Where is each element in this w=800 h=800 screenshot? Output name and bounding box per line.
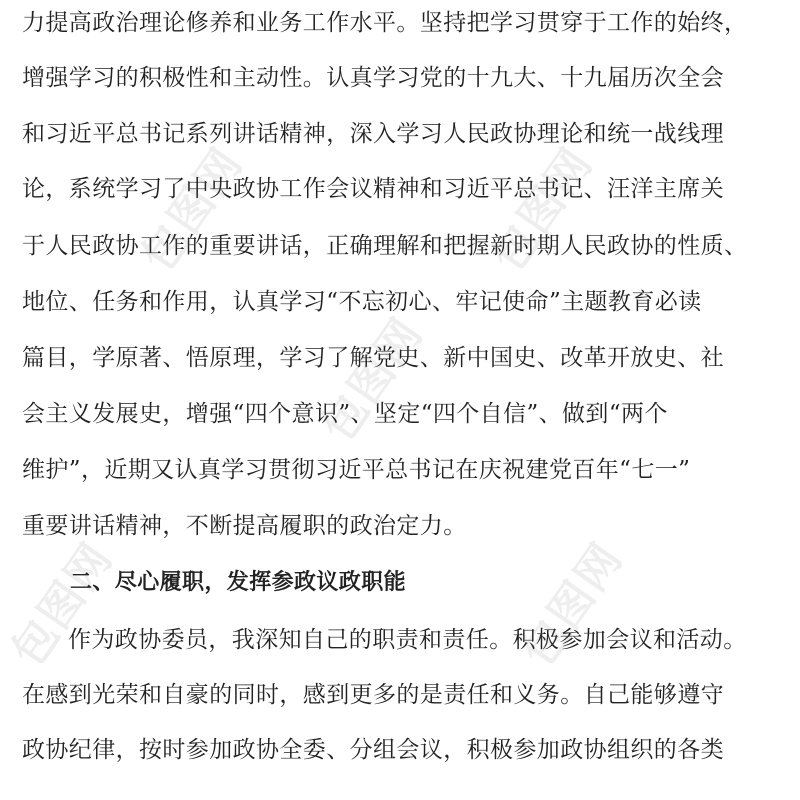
watermark-text: 包图网 [512,533,634,676]
paragraph-line: 论，系统学习了中央政协工作会议精神和习近平总书记、汪洋主席关 [22,176,724,202]
watermark-text: 包图网 [482,138,604,281]
paragraph-line: 于人民政协工作的重要讲话，正确理解和把握新时期人民政协的性质、 [22,233,748,259]
watermark-text: 包图网 [132,138,254,281]
watermark-text: 包图网 [312,308,434,451]
paragraph-line: 力提高政治理论修养和业务工作水平。坚持把学习贯穿于工作的始终， [22,10,748,36]
section-heading: 二、尽心履职，发挥参政议政职能 [70,570,407,595]
paragraph-line: 篇目，学原著、悟原理，学习了解党史、新中国史、改革开放史、社 [22,345,724,371]
paragraph-line: 维护”，近期又认真学习贯彻习近平总书记在庆祝建党百年“七一” [22,457,691,483]
paragraph-line: 增强学习的积极性和主动性。认真学习党的十九大、十九届历次全会 [22,65,724,91]
paragraph-line: 和习近平总书记系列讲话精神，深入学习人民政协理论和统一战线理 [22,121,724,147]
paragraph-line: 作为政协委员，我深知自己的职责和责任。积极参加会议和活动。 [68,627,747,653]
paragraph-line: 会主义发展史，增强“四个意识”、坚定“四个自信”、做到“两个 [22,401,668,427]
watermark-text: 包图网 [2,533,124,676]
paragraph-line: 地位、任务和作用，认真学习“不忘初心、牢记使命”主题教育必读 [22,289,702,315]
paragraph-line: 重要讲话精神，不断提高履职的政治定力。 [22,513,467,539]
paragraph-line: 政协纪律，按时参加政协全委、分组会议，积极参加政协组织的各类 [22,737,724,763]
paragraph-line: 在感到光荣和自豪的同时，感到更多的是责任和义务。自己能够遵守 [22,682,724,708]
